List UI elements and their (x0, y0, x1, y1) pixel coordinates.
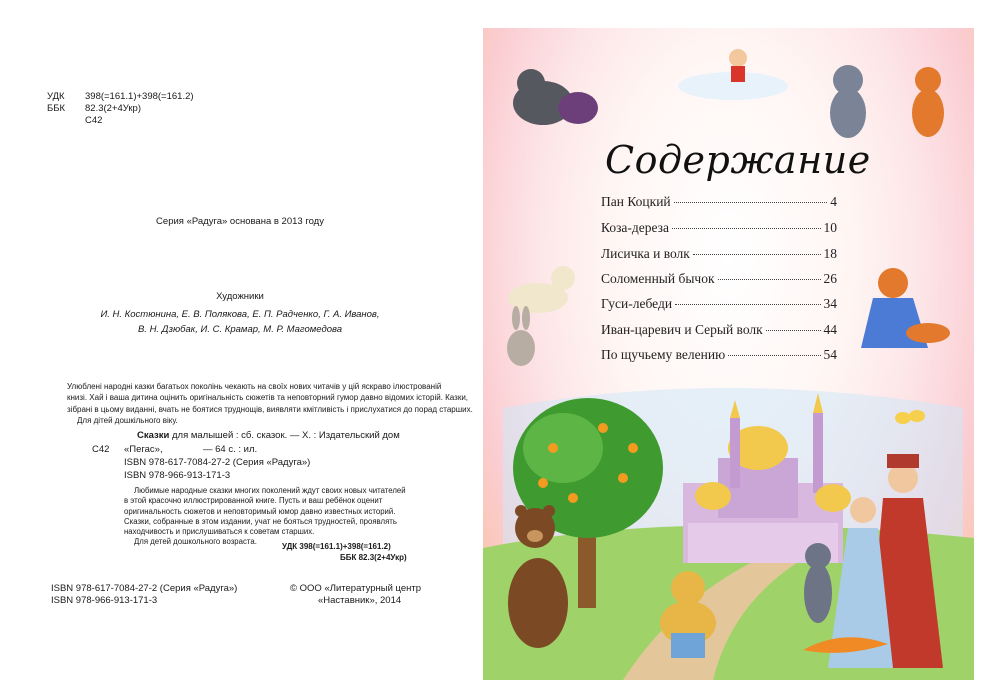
toc-item-title: Лисичка и волк (601, 246, 690, 261)
rus-annotation (124, 486, 406, 548)
bottom-isbn-1: ISBN 978-617-7084-27-2 (Серия «Радуга») (51, 583, 238, 594)
ukr-annotation-line: Улюблені народні казки багатьох поколінь чекають на своїх нових читачів у цій яскраво ілюстрованій (67, 382, 442, 391)
toc-item-page: 26 (823, 271, 837, 286)
toc-item[interactable] (601, 347, 837, 363)
card-isbn-2: ISBN 978-966-913-171-3 (124, 470, 231, 481)
udk-key: УДК (47, 91, 65, 102)
classification-block (47, 91, 194, 127)
toc-leader (718, 279, 821, 280)
fox-in-dress-icon (861, 268, 950, 348)
toc-item[interactable] (601, 296, 837, 312)
card-udk: УДК 398(=161.1)+398(=161.2) (282, 542, 391, 551)
wolf-icon (804, 543, 832, 623)
copyright-block (290, 583, 421, 607)
artists-heading: Художники (216, 291, 264, 302)
toc-leader (693, 254, 821, 255)
wolf-and-fox-icon (830, 65, 944, 138)
rus-annotation-line: Любимые народные сказки многих поколений ждут своих новых читателей (134, 486, 406, 495)
toc-item-title: Коза-дереза (601, 220, 669, 235)
cat-and-fox-icon (513, 69, 598, 125)
toc-leader (672, 228, 821, 229)
udk-value: 398(=161.1)+398(=161.2) (85, 91, 194, 102)
copyright-line-2: «Наставник», 2014 (318, 595, 402, 606)
toc-leader (728, 355, 820, 356)
author-mark-value: С42 (85, 115, 103, 126)
toc-leader (766, 330, 821, 331)
contents-title: Содержание (605, 138, 871, 182)
toc-leader (674, 202, 828, 203)
artists-line-1: И. Н. Костюнина, Е. В. Полякова, Е. П. Радченко, Г. А. Иванов, (100, 309, 380, 320)
series-note: Серия «Радуга» основана в 2013 году (156, 216, 324, 227)
rus-annotation-line: в этой красочно иллюстрированной книге. Пусть и ваш ребёнок оценит (124, 496, 383, 506)
card-bbk: ББК 82.3(2+4Укр) (340, 553, 407, 562)
copyright-line-1: © ООО «Литературный центр (290, 583, 422, 594)
toc-item-page: 4 (830, 194, 837, 209)
toc-item-page: 34 (823, 296, 837, 311)
card-pages: — 64 с. : ил. (203, 444, 258, 455)
toc-item[interactable] (601, 220, 837, 236)
toc-item-page: 10 (823, 220, 837, 235)
rus-annotation-line: Сказки, собранные в этом издании, учат не бояться трудностей, проявлять (124, 516, 397, 526)
toc-item-title: По щучьему велению (601, 347, 726, 362)
bbk-key: ББК (47, 103, 66, 114)
toc-item-page: 18 (823, 246, 837, 261)
bbk-value: 82.3(2+4Укр) (85, 103, 141, 114)
rus-annotation-line: оригинальность сюжетов и неповторимый юмор давно известных историй. (124, 506, 396, 516)
card-publisher: «Пегас», (124, 444, 163, 455)
card-title-rest: для малышей : сб. сказок. — Х. : Издательский дом (169, 430, 400, 441)
ukr-annotation-line: Для дітей дошкільного віку. (77, 415, 178, 425)
rus-annotation-line: находчивость и прислушиваться к советам старших. (124, 527, 315, 537)
toc-item[interactable] (601, 246, 837, 262)
toc-item-title: Пан Коцкий (601, 194, 671, 209)
ukr-annotation (67, 381, 473, 426)
card-title: Сказки (137, 430, 170, 441)
toc-item-page: 54 (823, 347, 837, 362)
goat-and-rabbit-icon (507, 266, 575, 366)
catalog-card-title (137, 430, 400, 442)
toc-item-title: Гуси-лебеди (601, 296, 673, 311)
toc-item-title: Соломенный бычок (601, 271, 715, 286)
artists-line-2: В. Н. Дзюбак, И. С. Крамар, М. Р. Магомедова (137, 324, 343, 335)
rus-annotation-line: Для детей дошкольного возраста. (134, 537, 257, 547)
ukr-annotation-line: книзі. Хай і ваша дитина оцінить оригінальність сюжетів та неповторний гумор давно відомих історій. Казки, (67, 393, 469, 403)
copyright-page (0, 0, 480, 691)
goose-with-boy-icon (678, 49, 788, 100)
card-code: С42 (92, 444, 110, 455)
bottom-isbn-2: ISBN 978-966-913-171-3 (51, 595, 158, 606)
toc-item[interactable] (601, 194, 837, 210)
author-mark-key (47, 115, 85, 127)
bottom-isbn-block (51, 583, 237, 607)
toc-item-title: Иван-царевич и Серый волк (601, 322, 763, 337)
toc-leader (675, 304, 820, 305)
contents-page (483, 28, 974, 680)
card-isbn-1: ISBN 978-617-7084-27-2 (Серия «Радуга») (124, 457, 311, 468)
ukr-annotation-line: зібрані в цьому виданні, вчать не боятися труднощів, виявляти кмітливість і прислухатися до порад старших. (67, 404, 473, 414)
toc-item[interactable] (601, 271, 837, 287)
card-classification (282, 541, 407, 563)
toc-item-page: 44 (823, 322, 837, 337)
toc-item[interactable] (601, 322, 837, 338)
